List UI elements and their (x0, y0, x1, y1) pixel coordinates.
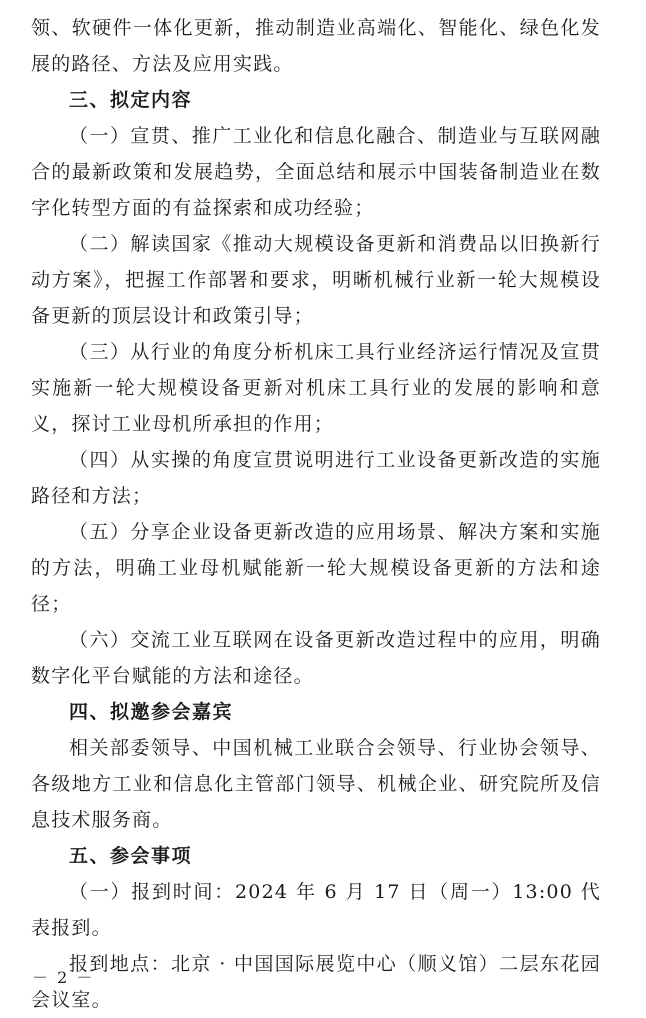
section-3-item-4: （四）从实操的角度宣贯说明进行工业设备更新改造的实施路径和方法； (31, 449, 601, 507)
registration-time-paragraph: （一）报到时间：2024 年 6 月 17 日（周一）13:00 代表报到。 (31, 881, 601, 939)
section-3-item-3: （三）从行业的角度分析机床工具行业经济运行情况及宣贯实施新一轮大规模设备更新对机床工具行业的发展的影响和意义，探讨工业母机所承担的作用； (31, 341, 601, 435)
section-4-heading: 四、拟邀参会嘉宾 (69, 701, 234, 723)
section-4-paragraph: 相关部委领导、中国机械工业联合会领导、行业协会领导、各级地方工业和信息化主管部门领导、机械企业、研究院所及信息技术服务商。 (31, 737, 601, 831)
section-3-heading: 三、拟定内容 (69, 89, 193, 111)
section-3-item-6: （六）交流工业互联网在设备更新改造过程中的应用，明确数字化平台赋能的方法和途径。 (31, 629, 601, 687)
section-3-item-1: （一）宣贯、推广工业化和信息化融合、制造业与互联网融合的最新政策和发展趋势，全面总结和展示中国装备制造业在数字化转型方面的有益探索和成功经验； (31, 125, 601, 219)
section-5-heading: 五、参会事项 (69, 845, 193, 867)
registration-place-paragraph: 报到地点：北京 · 中国国际展览中心（顺义馆）二层东花园会议室。 (31, 953, 601, 1011)
document-page (31, 10, 601, 1018)
section-3-item-5: （五）分享企业设备更新改造的应用场景、解决方案和实施的方法，明确工业母机赋能新一轮大规模设备更新的方法和途径； (31, 521, 601, 615)
section-3-item-2: （二）解读国家《推动大规模设备更新和消费品以旧换新行动方案》，把握工作部署和要求，明晰机械行业新一轮大规模设备更新的顶层设计和政策引导； (31, 233, 601, 327)
intro-continuation-paragraph: 领、软硬件一体化更新，推动制造业高端化、智能化、绿色化发展的路径、方法及应用实践。 (31, 17, 601, 75)
page-number: － 2 － (32, 968, 95, 987)
